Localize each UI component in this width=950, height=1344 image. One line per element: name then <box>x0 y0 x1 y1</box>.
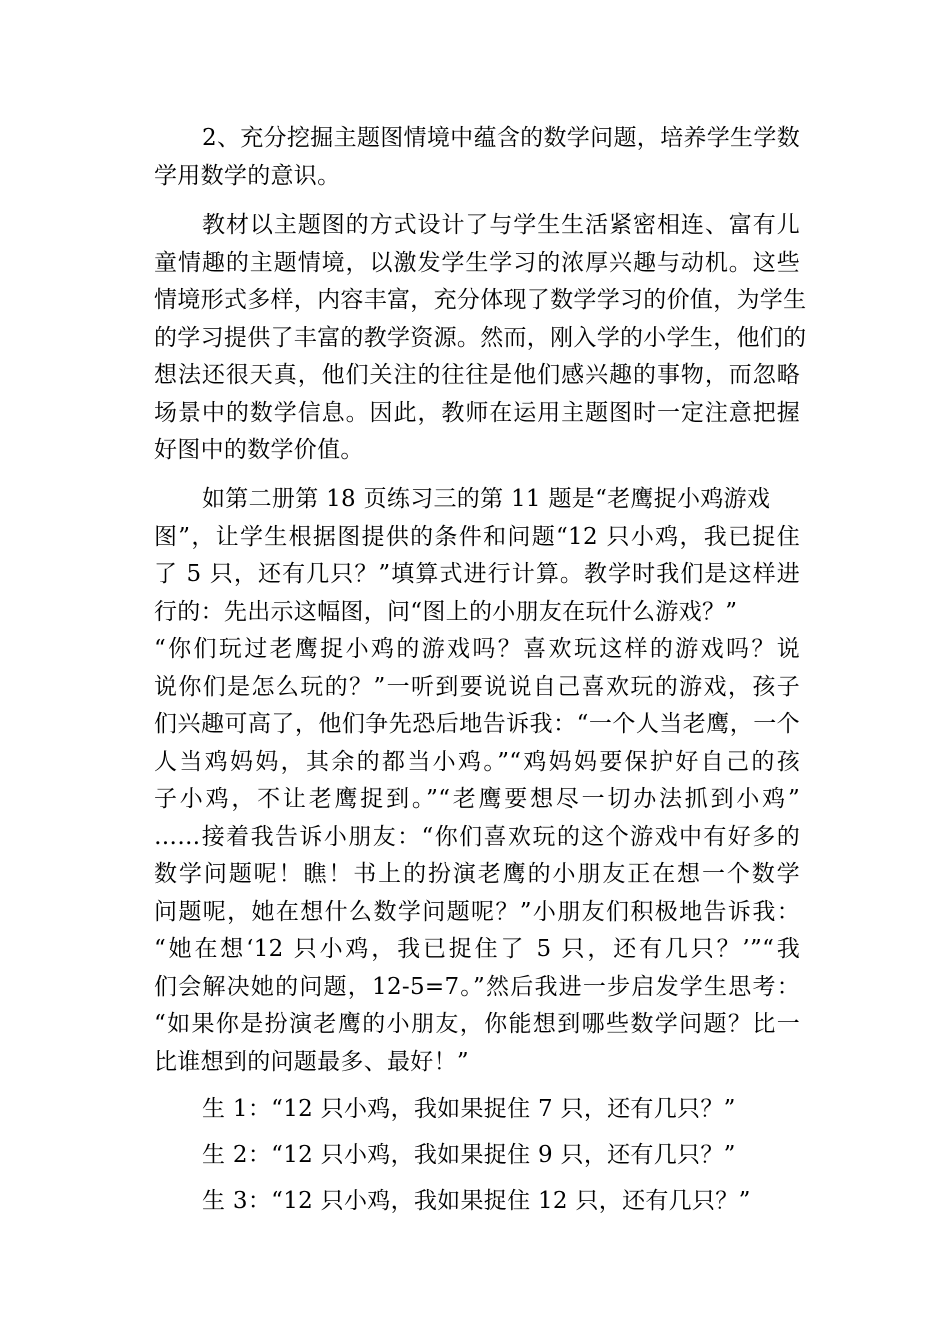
paragraph-example-eagle-game <box>154 481 800 1081</box>
text-line: 比谁想到的问题最多、最好！” <box>154 1048 469 1075</box>
student-answer-1 <box>154 1091 800 1129</box>
text-line: 数学问题呢！瞧！书上的扮演老鹰的小朋友正在想一个数学 <box>154 861 800 887</box>
text-line: 如第二册第 18 页练习三的第 11 题是“老鹰捉小鸡游戏 <box>202 486 771 512</box>
heading-point-2 <box>154 120 800 195</box>
text-line: “如果你是扮演老鹰的小朋友，你能想到哪些数学问题？比一 <box>154 1011 800 1037</box>
text-line: “你们玩过老鹰捉小鸡的游戏吗？喜欢玩这样的游戏吗？说 <box>154 636 800 662</box>
text-line: 子小鸡，不让老鹰捉到。”“老鹰要想尽一切办法抓到小鸡” <box>154 786 800 812</box>
text-line: 情境形式多样，内容丰富，充分体现了数学学习的价值，为学生 <box>154 287 807 313</box>
text-line: 的学习提供了丰富的教学资源。然而，刚入学的小学生，他们的 <box>154 324 807 351</box>
text-line: 了 5 只，还有几只？”填算式进行计算。教学时我们是这样进 <box>154 561 800 587</box>
text-line: ……接着我告诉小朋友：“你们喜欢玩的这个游戏中有好多的 <box>154 823 800 850</box>
text-line: 问题呢，她在想什么数学问题呢？”小朋友们积极地告诉我： <box>154 898 800 925</box>
text-line: 图”，让学生根据图提供的条件和问题“12 只小鸡，我已捉住 <box>154 523 800 550</box>
text-line: 生 2：“12 只小鸡，我如果捉住 9 只，还有几只？” <box>202 1142 736 1168</box>
text-line: 说你们是怎么玩的？”一听到要说说自己喜欢玩的游戏，孩子 <box>154 673 800 700</box>
text-line: 行的：先出示这幅图，问“图上的小朋友在玩什么游戏？” <box>154 598 738 625</box>
text-line: 人当鸡妈妈，其余的都当小鸡。”“鸡妈妈要保护好自己的孩 <box>154 748 800 775</box>
student-answer-2 <box>154 1137 800 1175</box>
text-line: 生 3：“12 只小鸡，我如果捉住 12 只，还有几只？” <box>202 1188 751 1214</box>
text-line: 想法还很天真，他们关注的往往是他们感兴趣的事物，而忽略 <box>154 362 800 388</box>
text-line: 们兴趣可高了，他们争先恐后地告诉我：“一个人当老鹰，一个 <box>154 711 800 737</box>
student-answer-3 <box>154 1183 800 1221</box>
text-line: 教材以主题图的方式设计了与学生生活紧密相连、富有儿 <box>202 212 800 238</box>
text-line: 童情趣的主题情境，以激发学生学习的浓厚兴趣与动机。这些 <box>154 249 800 276</box>
text-line: 2、充分挖掘主题图情境中蕴含的数学问题，培养学生学数 <box>202 125 800 151</box>
paragraph-textbook-design <box>154 207 807 470</box>
text-line: “她在想‘12 只小鸡，我已捉住了 5 只，还有几只？’”“我 <box>154 936 800 962</box>
text-line: 们会解决她的问题，12-5=7。”然后我进一步启发学生思考： <box>154 973 800 1000</box>
text-line: 好图中的数学价值。 <box>154 437 364 463</box>
text-line: 生 1：“12 只小鸡，我如果捉住 7 只，还有几只？” <box>202 1096 736 1122</box>
text-line: 场景中的数学信息。因此，教师在运用主题图时一定注意把握 <box>154 399 800 426</box>
text-line: 学用数学的意识。 <box>154 162 341 189</box>
